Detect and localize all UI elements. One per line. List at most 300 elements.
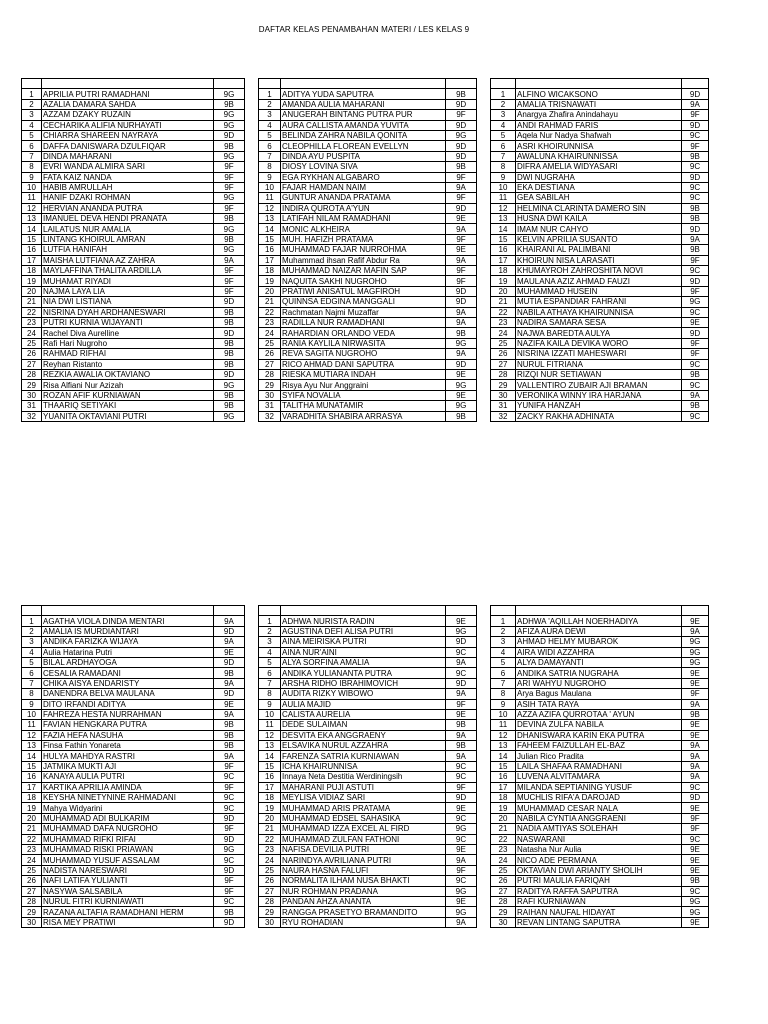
row-number-cell: 20 xyxy=(259,813,281,823)
student-name-cell: RIESKA MUTIARA INDAH xyxy=(281,369,446,379)
student-name-cell: ADITYA YUDA SAPUTRA xyxy=(281,89,446,99)
class-cell: 9A xyxy=(446,751,477,761)
row-number-cell: 27 xyxy=(491,359,516,369)
table-row xyxy=(22,917,245,927)
class-cell: 9G xyxy=(214,844,245,854)
student-name-cell: TALITHA MUNATAMIR xyxy=(281,401,446,411)
student-name-cell: LUVENA ALVITAMARA xyxy=(516,772,682,782)
table-row xyxy=(22,401,245,411)
student-name-cell: Risa Alfiani Nur Azizah xyxy=(42,380,214,390)
row-number-cell: 11 xyxy=(491,720,516,730)
student-name-cell: SYIFA NOVALIA xyxy=(281,390,446,400)
row-number-cell: 28 xyxy=(259,896,281,906)
row-number-cell: 13 xyxy=(22,214,42,224)
class-cell: 9C xyxy=(446,647,477,657)
row-number-cell: 17 xyxy=(22,782,42,792)
class-cell: 9D xyxy=(214,813,245,823)
student-name-cell: NARINDYA AVRILIANA PUTRI xyxy=(281,855,446,865)
table-row xyxy=(22,803,245,813)
table-row xyxy=(22,813,245,823)
row-number-cell: 13 xyxy=(259,741,281,751)
student-name-cell: DINDA MAHARANI xyxy=(42,151,214,161)
student-name-cell: NISRINA IZZATI MAHESWARI xyxy=(516,349,682,359)
student-name-cell: Rachmatan Najmi Muzaffar xyxy=(281,307,446,317)
class-cell: 9G xyxy=(446,401,477,411)
class-cell: 9C xyxy=(446,813,477,823)
row-number-cell: 18 xyxy=(491,793,516,803)
row-number-cell: 18 xyxy=(22,266,42,276)
student-name-cell: NICO ADE PERMANA xyxy=(516,855,682,865)
class-cell: 9G xyxy=(446,907,477,917)
row-number-cell: 9 xyxy=(259,172,281,182)
header-cell xyxy=(42,606,214,616)
class-roster-table-6 xyxy=(490,605,709,928)
student-name-cell: DESVITA EKA ANGGRAENY xyxy=(281,730,446,740)
table-header-row xyxy=(259,79,477,89)
class-cell: 9B xyxy=(214,338,245,348)
student-name-cell: REVA SAGITA NUGROHO xyxy=(281,349,446,359)
row-number-cell: 18 xyxy=(259,266,281,276)
class-cell: 9C xyxy=(214,793,245,803)
table-row xyxy=(22,390,245,400)
student-name-cell: AMALIA IS MURDIANTARI xyxy=(42,626,214,636)
table-row xyxy=(259,803,477,813)
student-name-cell: FAHREZA HESTA NURRAHMAN xyxy=(42,709,214,719)
student-name-cell: ASIH TATA RAYA xyxy=(516,699,682,709)
class-cell: 9C xyxy=(682,782,709,792)
table-row xyxy=(22,886,245,896)
table-row xyxy=(259,917,477,927)
header-cell xyxy=(682,606,709,616)
student-name-cell: EKA DESTIANA xyxy=(516,182,682,192)
header-cell xyxy=(22,606,42,616)
class-cell: 9D xyxy=(214,865,245,875)
class-cell: 9B xyxy=(682,401,709,411)
class-cell: 9F xyxy=(214,276,245,286)
row-number-cell: 26 xyxy=(491,349,516,359)
row-number-cell: 2 xyxy=(22,99,42,109)
row-number-cell: 27 xyxy=(259,359,281,369)
class-roster-table-3 xyxy=(490,78,709,422)
student-name-cell: MUHAMMAD RISKI PRIAWAN xyxy=(42,844,214,854)
row-number-cell: 19 xyxy=(22,276,42,286)
class-cell: 9C xyxy=(214,772,245,782)
student-name-cell: NAFISA DEVILIA PUTRI xyxy=(281,844,446,854)
table-row xyxy=(491,214,709,224)
row-number-cell: 14 xyxy=(491,751,516,761)
class-cell: 9G xyxy=(214,110,245,120)
student-name-cell: PUTRI MAULIA FARIQAH xyxy=(516,876,682,886)
row-number-cell: 22 xyxy=(259,307,281,317)
table-row xyxy=(491,637,709,647)
table-row xyxy=(259,886,477,896)
class-cell: 9D xyxy=(214,917,245,927)
student-name-cell: PRATIWI ANISATUL MAGFIROH xyxy=(281,286,446,296)
header-cell xyxy=(446,606,477,616)
row-number-cell: 12 xyxy=(259,203,281,213)
student-name-cell: ANDIKA YULIANANTA PUTRA xyxy=(281,668,446,678)
table-row xyxy=(259,110,477,120)
student-name-cell: NAJMA LAYA LIA xyxy=(42,286,214,296)
table-row xyxy=(22,89,245,99)
table-row xyxy=(259,761,477,771)
row-number-cell: 21 xyxy=(259,297,281,307)
table-row xyxy=(259,637,477,647)
table-row xyxy=(22,411,245,421)
class-cell: 9D xyxy=(214,328,245,338)
table-row xyxy=(259,616,477,626)
table-row xyxy=(491,668,709,678)
class-cell: 9F xyxy=(682,813,709,823)
class-cell: 9A xyxy=(214,678,245,688)
row-number-cell: 22 xyxy=(491,834,516,844)
row-number-cell: 10 xyxy=(259,709,281,719)
student-name-cell: CLEOPHILLA FLOREAN EVELLYN xyxy=(281,141,446,151)
student-name-cell: MUHAMMAD ADI BULKARIM xyxy=(42,813,214,823)
student-name-cell: Arya Bagus Maulana xyxy=(516,689,682,699)
table-row xyxy=(259,741,477,751)
row-number-cell: 13 xyxy=(491,741,516,751)
student-name-cell: RISA MEY PRATIWI xyxy=(42,917,214,927)
table-row xyxy=(491,865,709,875)
class-cell: 9E xyxy=(214,647,245,657)
row-number-cell: 20 xyxy=(259,286,281,296)
table-row xyxy=(22,678,245,688)
row-number-cell: 9 xyxy=(491,699,516,709)
row-number-cell: 21 xyxy=(22,297,42,307)
row-number-cell: 12 xyxy=(491,730,516,740)
student-name-cell: JATMIKA MUKTI AJI xyxy=(42,761,214,771)
table-row xyxy=(491,401,709,411)
table-row xyxy=(22,255,245,265)
table-row xyxy=(259,338,477,348)
class-cell: 9B xyxy=(446,162,477,172)
student-name-cell: GUNTUR ANANDA PRATAMA xyxy=(281,193,446,203)
table-row xyxy=(491,369,709,379)
student-name-cell: DEDE SULAIMAN xyxy=(281,720,446,730)
row-number-cell: 3 xyxy=(22,110,42,120)
student-name-cell: FATA KAIZ NANDA xyxy=(42,172,214,182)
class-cell: 9B xyxy=(682,709,709,719)
class-cell: 9A xyxy=(214,709,245,719)
table-row xyxy=(491,359,709,369)
class-cell: 9C xyxy=(682,359,709,369)
table-row xyxy=(259,214,477,224)
class-cell: 9E xyxy=(446,709,477,719)
class-cell: 9D xyxy=(214,369,245,379)
class-roster-table-2 xyxy=(258,78,477,422)
class-cell: 9F xyxy=(446,782,477,792)
class-cell: 9D xyxy=(446,637,477,647)
student-name-cell: EGA RYKHAN ALGABARO xyxy=(281,172,446,182)
row-number-cell: 8 xyxy=(22,162,42,172)
class-cell: 9A xyxy=(446,307,477,317)
table-row xyxy=(491,255,709,265)
row-number-cell: 10 xyxy=(491,709,516,719)
table-row xyxy=(22,297,245,307)
row-number-cell: 30 xyxy=(259,390,281,400)
student-name-cell: RAHMAD RIFHAI xyxy=(42,349,214,359)
table-row xyxy=(491,349,709,359)
row-number-cell: 5 xyxy=(491,130,516,140)
row-number-cell: 14 xyxy=(259,224,281,234)
row-number-cell: 12 xyxy=(491,203,516,213)
class-cell: 9E xyxy=(682,855,709,865)
student-name-cell: ALFINO WICAKSONO xyxy=(516,89,682,99)
class-cell: 9A xyxy=(446,349,477,359)
table-row xyxy=(259,401,477,411)
student-name-cell: KHAIRANI AL PALIMBANI xyxy=(516,245,682,255)
class-cell: 9D xyxy=(682,793,709,803)
table-row xyxy=(22,699,245,709)
class-cell: 9D xyxy=(682,224,709,234)
table-row xyxy=(491,172,709,182)
table-row xyxy=(491,793,709,803)
table-row xyxy=(259,678,477,688)
row-number-cell: 30 xyxy=(491,917,516,927)
row-number-cell: 23 xyxy=(259,317,281,327)
table-row xyxy=(491,772,709,782)
table-row xyxy=(22,761,245,771)
table-row xyxy=(22,359,245,369)
student-name-cell: GEA SABILAH xyxy=(516,193,682,203)
student-name-cell: LAILATUS NUR AMALIA xyxy=(42,224,214,234)
student-name-cell: YUANITA OKTAVIANI PUTRI xyxy=(42,411,214,421)
class-cell: 9A xyxy=(446,255,477,265)
row-number-cell: 1 xyxy=(22,89,42,99)
table-row xyxy=(491,876,709,886)
table-row xyxy=(259,782,477,792)
row-number-cell: 22 xyxy=(22,834,42,844)
row-number-cell: 12 xyxy=(22,730,42,740)
table-row xyxy=(491,317,709,327)
table-row xyxy=(22,317,245,327)
header-cell xyxy=(259,606,281,616)
student-name-cell: ANDIKA FARIZKA WIJAYA xyxy=(42,637,214,647)
student-name-cell: FAVIAN HENGKARA PUTRA xyxy=(42,720,214,730)
table-row xyxy=(259,626,477,636)
header-cell xyxy=(259,79,281,89)
table-row xyxy=(491,245,709,255)
student-name-cell: FARENZA SATRIA KURNIAWAN xyxy=(281,751,446,761)
table-row xyxy=(259,730,477,740)
class-cell: 9F xyxy=(682,689,709,699)
class-cell: 9B xyxy=(446,720,477,730)
class-cell: 9B xyxy=(446,328,477,338)
row-number-cell: 15 xyxy=(259,234,281,244)
student-name-cell: RAFI KURNIAWAN xyxy=(516,896,682,906)
table-row xyxy=(491,616,709,626)
class-cell: 9B xyxy=(214,317,245,327)
student-name-cell: ELSAVIKA NURUL AZZAHRA xyxy=(281,741,446,751)
class-cell: 9E xyxy=(214,699,245,709)
class-cell: 9F xyxy=(682,141,709,151)
class-cell: 9F xyxy=(446,865,477,875)
row-number-cell: 25 xyxy=(259,338,281,348)
table-row xyxy=(22,276,245,286)
table-row xyxy=(22,793,245,803)
student-name-cell: VARADHITA SHABIRA ARRASYA xyxy=(281,411,446,421)
table-row xyxy=(22,338,245,348)
row-number-cell: 27 xyxy=(22,886,42,896)
row-number-cell: 5 xyxy=(259,657,281,667)
student-name-cell: PANDAN AHZA ANANTA xyxy=(281,896,446,906)
row-number-cell: 1 xyxy=(259,616,281,626)
student-name-cell: ADHWA 'AQILLAH NOERHADIYA xyxy=(516,616,682,626)
student-name-cell: NAQUITA SAKHI NUGROHO xyxy=(281,276,446,286)
class-cell: 9C xyxy=(446,761,477,771)
student-name-cell: MUHAMMAD ZULFAN FATHONI xyxy=(281,834,446,844)
class-cell: 9C xyxy=(446,668,477,678)
class-cell: 9A xyxy=(682,626,709,636)
class-cell: 9F xyxy=(214,203,245,213)
row-number-cell: 6 xyxy=(491,141,516,151)
row-number-cell: 31 xyxy=(491,401,516,411)
student-name-cell: NURUL FITRI KURNIAWATI xyxy=(42,896,214,906)
class-cell: 9G xyxy=(446,824,477,834)
table-row xyxy=(259,99,477,109)
table-row xyxy=(22,214,245,224)
table-row xyxy=(491,917,709,927)
class-cell: 9A xyxy=(682,234,709,244)
class-cell: 9C xyxy=(682,834,709,844)
class-cell: 9F xyxy=(446,234,477,244)
table-row xyxy=(22,855,245,865)
student-name-cell: Mahya Widyarini xyxy=(42,803,214,813)
row-number-cell: 10 xyxy=(259,182,281,192)
table-row xyxy=(259,647,477,657)
table-row xyxy=(259,151,477,161)
student-name-cell: HELMINA CLARINTA DAMERO SIN xyxy=(516,203,682,213)
table-row xyxy=(491,120,709,130)
table-row xyxy=(259,276,477,286)
table-row xyxy=(22,286,245,296)
student-name-cell: NAURA HASNA FALUFI xyxy=(281,865,446,875)
row-number-cell: 16 xyxy=(259,245,281,255)
student-name-cell: AMALIA TRISNAWATI xyxy=(516,99,682,109)
table-row xyxy=(22,751,245,761)
student-name-cell: Natasha Nur Aulia xyxy=(516,844,682,854)
class-cell: 9A xyxy=(682,99,709,109)
table-row xyxy=(22,865,245,875)
class-cell: 9F xyxy=(446,110,477,120)
table-row xyxy=(259,876,477,886)
student-name-cell: Rachel Diva Aurelline xyxy=(42,328,214,338)
table-row xyxy=(491,110,709,120)
class-cell: 9D xyxy=(214,657,245,667)
table-row xyxy=(22,130,245,140)
class-cell: 9F xyxy=(446,276,477,286)
class-cell: 9G xyxy=(446,886,477,896)
student-name-cell: LATIFAH NILAM RAMADHANI xyxy=(281,214,446,224)
table-row xyxy=(22,245,245,255)
class-cell: 9A xyxy=(446,917,477,927)
row-number-cell: 14 xyxy=(22,224,42,234)
table-row xyxy=(259,896,477,906)
table-row xyxy=(259,359,477,369)
class-cell: 9D xyxy=(446,793,477,803)
row-number-cell: 15 xyxy=(491,234,516,244)
row-number-cell: 3 xyxy=(491,110,516,120)
table-row xyxy=(259,328,477,338)
student-name-cell: RADILLA NUR RAMADHANI xyxy=(281,317,446,327)
class-cell: 9E xyxy=(682,616,709,626)
class-cell: 9D xyxy=(446,151,477,161)
student-name-cell: QUINNSA EDGINA MANGGALI xyxy=(281,297,446,307)
table-row xyxy=(22,626,245,636)
row-number-cell: 32 xyxy=(259,411,281,421)
row-number-cell: 28 xyxy=(491,896,516,906)
row-number-cell: 29 xyxy=(491,907,516,917)
student-name-cell: KANAYA AULIA PUTRI xyxy=(42,772,214,782)
class-cell: 9E xyxy=(682,730,709,740)
student-name-cell: MAULANA AZIZ AHMAD FAUZI xyxy=(516,276,682,286)
table-row xyxy=(22,266,245,276)
class-cell: 9F xyxy=(446,266,477,276)
student-name-cell: RAIHAN NAUFAL HIDAYAT xyxy=(516,907,682,917)
row-number-cell: 15 xyxy=(491,761,516,771)
student-name-cell: MAHARANI PUJI ASTUTI xyxy=(281,782,446,792)
class-cell: 9B xyxy=(682,876,709,886)
class-cell: 9F xyxy=(682,255,709,265)
row-number-cell: 16 xyxy=(22,245,42,255)
class-cell: 9A xyxy=(214,616,245,626)
class-cell: 9D xyxy=(682,120,709,130)
class-cell: 9C xyxy=(682,130,709,140)
table-row xyxy=(22,616,245,626)
student-name-cell: MAYLAFFINA THALITA ARDILLA xyxy=(42,266,214,276)
class-cell: 9B xyxy=(214,401,245,411)
student-name-cell: MUHAMMAD CESAR NALA xyxy=(516,803,682,813)
class-cell: 9E xyxy=(446,369,477,379)
row-number-cell: 14 xyxy=(22,751,42,761)
table-row xyxy=(259,193,477,203)
row-number-cell: 1 xyxy=(22,616,42,626)
row-number-cell: 28 xyxy=(259,369,281,379)
row-number-cell: 30 xyxy=(259,917,281,927)
row-number-cell: 24 xyxy=(491,855,516,865)
row-number-cell: 8 xyxy=(259,689,281,699)
table-row xyxy=(22,657,245,667)
table-row xyxy=(259,657,477,667)
student-name-cell: CESALIA RAMADANI xyxy=(42,668,214,678)
student-name-cell: NORMALITA ILHAM NUSA BHAKTI xyxy=(281,876,446,886)
table-row xyxy=(22,876,245,886)
student-name-cell: DIFRA AMELIA WIDYASARI xyxy=(516,162,682,172)
row-number-cell: 7 xyxy=(259,151,281,161)
student-name-cell: APRILIA PUTRI RAMADHANI xyxy=(42,89,214,99)
student-name-cell: RANIA KAYLILA NIRWASITA xyxy=(281,338,446,348)
class-cell: 9A xyxy=(682,699,709,709)
row-number-cell: 15 xyxy=(22,761,42,771)
row-number-cell: 26 xyxy=(259,349,281,359)
student-name-cell: Rafi Hari Nugroho xyxy=(42,338,214,348)
class-cell: 9G xyxy=(446,338,477,348)
row-number-cell: 27 xyxy=(22,359,42,369)
class-cell: 9E xyxy=(682,720,709,730)
table-row xyxy=(259,699,477,709)
student-name-cell: AINA MEIRISKA PUTRI xyxy=(281,637,446,647)
class-cell: 9G xyxy=(682,297,709,307)
class-cell: 9C xyxy=(682,886,709,896)
student-name-cell: RANGGA PRASETYO BRAMANDITO xyxy=(281,907,446,917)
row-number-cell: 5 xyxy=(491,657,516,667)
table-row xyxy=(259,317,477,327)
class-cell: 9C xyxy=(682,307,709,317)
class-cell: 9G xyxy=(214,224,245,234)
class-cell: 9D xyxy=(682,172,709,182)
class-cell: 9A xyxy=(214,255,245,265)
